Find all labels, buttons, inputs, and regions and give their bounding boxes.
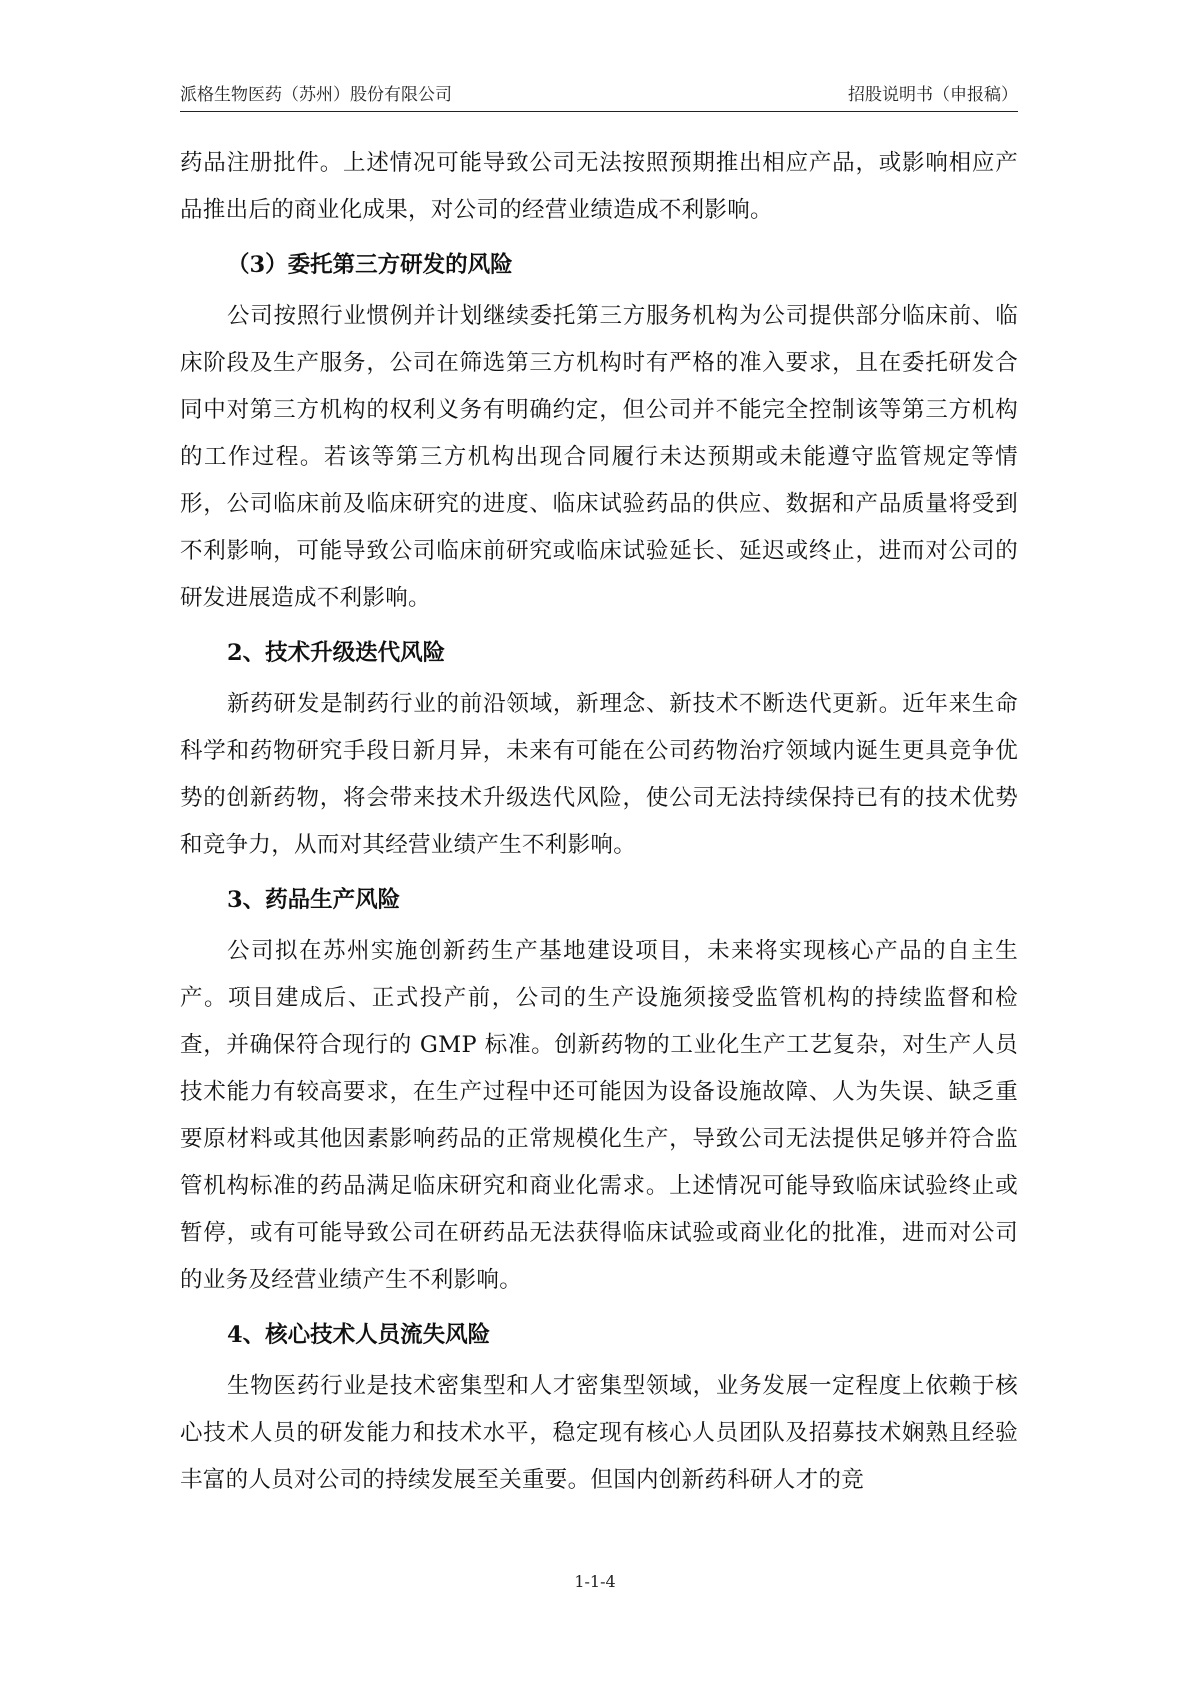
section-heading-third-party-rd: （3）委托第三方研发的风险 xyxy=(227,252,513,278)
header-company-name: 派格生物医药（苏州）股份有限公司 xyxy=(180,85,452,105)
paragraph-third-party-rd: 公司按照行业惯例并计划继续委托第三方服务机构为公司提供部分临床前、临床阶段及生产服务，公司在筛选第三方机构时有严格的准入要求，且在委托研发合同中对第三方机构的权利义务有明确约定，但公司并不能完全控制该等第三方机构的工作过程。若该等第三方机构出现合同履行未达预期或未能遵守监管规定等情形，公司临床前及临床研究的进度、临床试验药品的供应、数据和产品质量将受到不利影响，可能导致公司临床前研究或临床试验延长、延迟或终止，进而对公司的研发进展造成不利影响。 xyxy=(180,303,1018,611)
paragraph-continued: 药品注册批件。上述情况可能导致公司无法按照预期推出相应产品，或影响相应产品推出后的商业化成果，对公司的经营业绩造成不利影响。 xyxy=(180,150,1018,223)
page-footer xyxy=(0,1572,1190,1591)
paragraph-tech-upgrade: 新药研发是制药行业的前沿领域，新理念、新技术不断迭代更新。近年来生命科学和药物研究手段日新月异，未来有可能在公司药物治疗领域内诞生更具竞争优势的创新药物，将会带来技术升级迭代风险，使公司无法持续保持已有的技术优势和竞争力，从而对其经营业绩产生不利影响。 xyxy=(180,691,1018,858)
page-header xyxy=(180,78,1018,112)
section-heading-tech-upgrade: 2、技术升级迭代风险 xyxy=(227,640,446,666)
paragraph-core-staff: 生物医药行业是技术密集型和人才密集型领域，业务发展一定程度上依赖于核心技术人员的研发能力和技术水平，稳定现有核心人员团队及招募技术娴熟且经验丰富的人员对公司的持续发展至关重要。但国内创新药科研人才的竞 xyxy=(180,1373,1018,1493)
section-heading-core-staff: 4、核心技术人员流失风险 xyxy=(227,1322,491,1348)
header-document-title: 招股说明书（申报稿） xyxy=(848,85,1018,105)
section-heading-production: 3、药品生产风险 xyxy=(227,887,401,913)
page-number: 1-1-4 xyxy=(574,1572,616,1591)
page-content xyxy=(180,140,1018,1504)
paragraph-production: 公司拟在苏州实施创新药生产基地建设项目，未来将实现核心产品的自主生产。项目建成后、正式投产前，公司的生产设施须接受监管机构的持续监督和检查，并确保符合现行的 GMP 标准。创新药物的工业化生产工艺复杂，对生产人员技术能力有较高要求，在生产过程中还可能因为设备设施故障、人为失误、缺乏重要原材料或其他因素影响药品的正常规模化生产，导致公司无法提供足够并符合监管机构标准的药品满足临床研究和商业化需求。上述情况可能导致临床试验终止或暂停，或有可能导致公司在研药品无法获得临床试验或商业化的批准，进而对公司的业务及经营业绩产生不利影响。 xyxy=(180,938,1018,1293)
